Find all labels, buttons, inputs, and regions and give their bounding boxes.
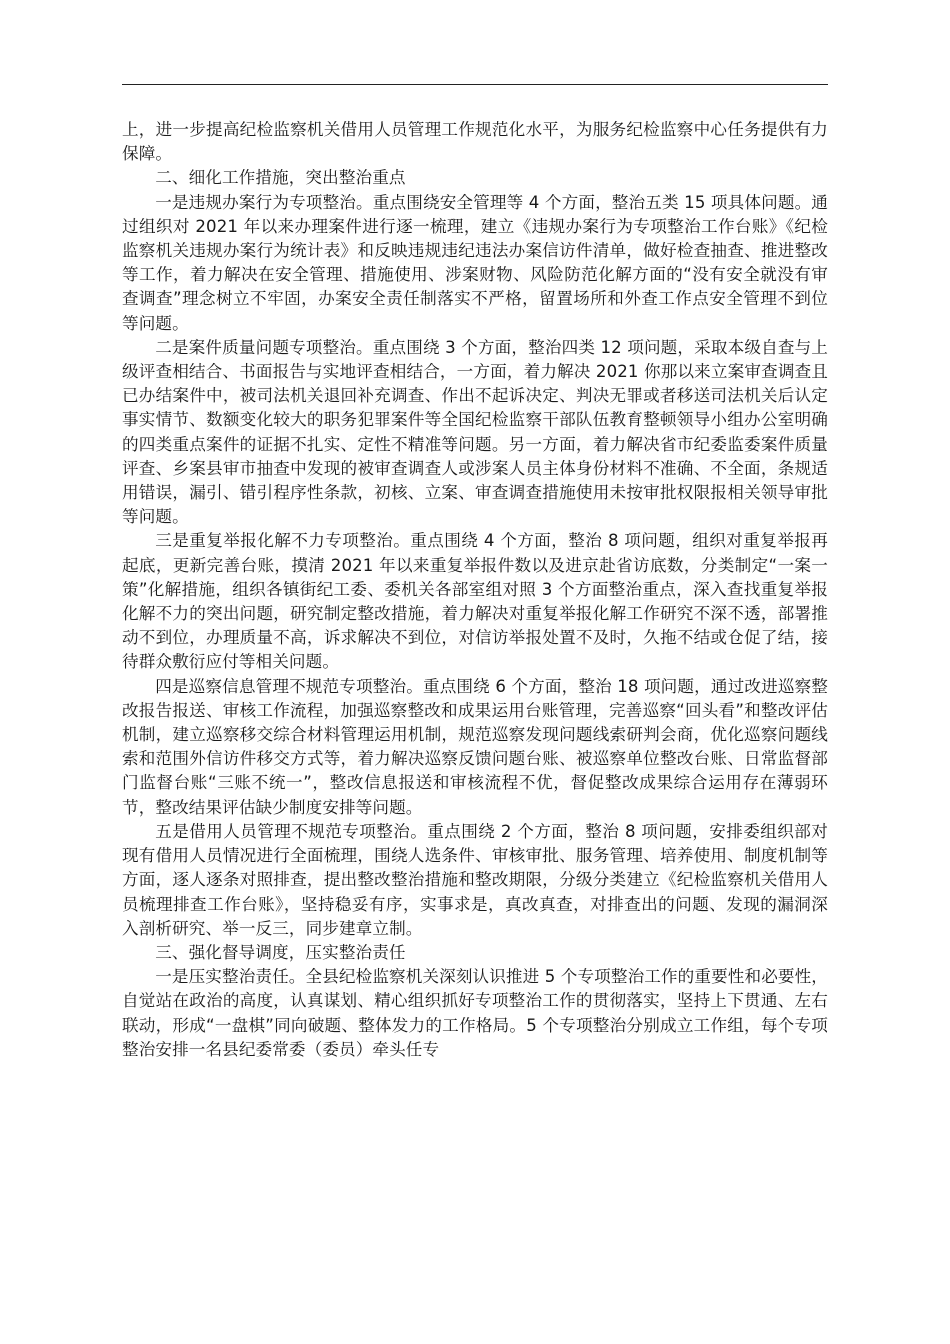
document-body: [122, 118, 828, 1062]
paragraph-item-2: 二是案件质量问题专项整治。重点围绕 3 个方面，整治四类 12 项问题，采取本级自查与上级评查相结合、书面报告与实地评查相结合，一方面，着力解决 2021 你那以来立案审查调查且已办结案件中，被司法机关退回补充调查、作出不起诉决定、判决无罪或者移送司法机关后认定事实情节、数额变化较大的职务犯罪案件等全国纪检监察干部队伍教育整顿领导小组办公室明确的四类重点案件的证据不扎实、定性不精准等问题。另一方面，着力解决省市纪委监委案件质量评查、乡案县审市抽查中发现的被审查调查人或涉案人员主体身份材料不准确、不全面，条规适用错误，漏引、错引程序性条款，初核、立案、审查调查措施使用未按审批权限报相关领导审批等问题。: [122, 337, 828, 527]
paragraph-item-4: 四是巡察信息管理不规范专项整治。重点围绕 6 个方面，整治 18 项问题，通过改进巡察整改报告报送、审核工作流程，加强巡察整改和成果运用台账管理，完善巡察“回头看”和整改评估机制，建立巡察移交综合材料管理运用机制，规范巡察发现问题线索研判会商，优化巡察问题线索和范围外信访件移交方式等，着力解决巡察反馈问题台账、被巡察单位整改台账、日常监督部门监督台账“三账不统一”，整改信息报送和审核流程不优，督促整改成果综合运用存在薄弱环节，整改结果评估缺少制度安排等问题。: [122, 676, 828, 817]
section-heading-3: 三、强化督导调度，压实整治责任: [155, 942, 406, 962]
header-rule: [122, 84, 828, 85]
paragraph-continuation: 上，进一步提高纪检监察机关借用人员管理工作规范化水平，为服务纪检监察中心任务提供有力保障。: [122, 120, 828, 164]
paragraph-item-3: 三是重复举报化解不力专项整治。重点围绕 4 个方面，整治 8 项问题，组织对重复举报再起底，更新完善台账，摸清 2021 年以来重复举报件数以及进京赴省访底数，分类制定“一案一策”化解措施，组织各镇街纪工委、委机关各部室组对照 3 个方面整治重点，深入查找重复举报化解不力的突出问题，研究制定整改措施，着力解决对重复举报化解工作研究不深不透，部署推动不到位，办理质量不高，诉求解决不到位，对信访举报处置不及时，久拖不结或仓促了结，接待群众敷衍应付等相关问题。: [122, 531, 828, 672]
paragraph-responsibility: 一是压实整治责任。全县纪检监察机关深刻认识推进 5 个专项整治工作的重要性和必要性，自觉站在政治的高度，认真谋划、精心组织抓好专项整治工作的贯彻落实，坚持上下贯通、左右联动，形成“一盘棋”同向破题、整体发力的工作格局。5 个专项整治分别成立工作组，每个专项整治安排一名县纪委常委（委员）牵头任专: [122, 967, 828, 1059]
paragraph-item-5: 五是借用人员管理不规范专项整治。重点围绕 2 个方面，整治 8 项问题，安排委组织部对现有借用人员情况进行全面梳理，围绕人选条件、审核审批、服务管理、培养使用、制度机制等方面，逐人逐条对照排查，提出整改整治措施和整改期限，分级分类建立《纪检监察机关借用人员梳理排查工作台账》，坚持稳妥有序，实事求是，真改真查，对排查出的问题、发现的漏洞深入剖析研究、举一反三，同步建章立制。: [122, 821, 828, 938]
paragraph-item-1: 一是违规办案行为专项整治。重点围绕安全管理等 4 个方面，整治五类 15 项具体问题。通过组织对 2021 年以来办理案件进行逐一梳理，建立《违规办案行为专项整治工作台账》《纪检监察机关违规办案行为统计表》和反映违规违纪违法办案信访件清单，做好检查抽查、推进整改等工作，着力解决在安全管理、措施使用、涉案财物、风险防范化解方面的“没有安全就没有审查调查”理念树立不牢固，办案安全责任制落实不严格，留置场所和外查工作点安全管理不到位等问题。: [122, 192, 828, 333]
section-heading-2: 二、细化工作措施，突出整治重点: [155, 168, 406, 188]
